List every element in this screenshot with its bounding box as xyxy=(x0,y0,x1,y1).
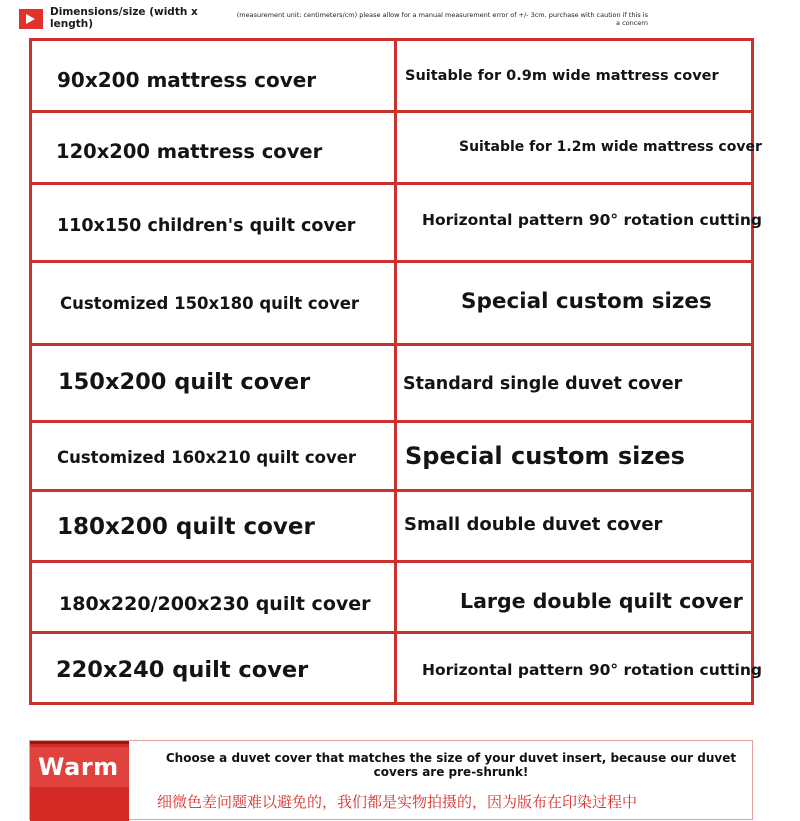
size-cell: 220x240 quilt cover xyxy=(56,657,309,683)
description-cell: Suitable for 0.9m wide mattress cover xyxy=(405,68,719,84)
row-divider xyxy=(32,631,751,634)
size-cell: Customized 160x210 quilt cover xyxy=(57,448,357,467)
warm-notice-text: Choose a duvet cover that matches the size of your duvet insert, because our duvet covers are pre-shrunk! xyxy=(165,751,737,779)
size-cell: 110x150 children's quilt cover xyxy=(57,216,356,236)
size-cell: 180x220/200x230 quilt cover xyxy=(59,593,371,615)
description-cell: Large double quilt cover xyxy=(460,589,743,613)
warm-notice-partial-text: 细微色差问题难以避免的，我们都是实物拍摄的，因为版布在印染过程中 xyxy=(157,793,638,811)
description-cell: Suitable for 1.2m wide mattress cover xyxy=(459,139,762,155)
size-cell: Customized 150x180 quilt cover xyxy=(60,294,360,313)
description-cell: Special custom sizes xyxy=(461,289,712,314)
warm-notice xyxy=(29,740,753,820)
size-table xyxy=(29,38,762,705)
size-cell: 150x200 quilt cover xyxy=(58,369,311,395)
row-divider xyxy=(32,420,751,423)
row-divider xyxy=(32,182,751,185)
section-title: Dimensions/size (width x length) xyxy=(50,6,198,30)
size-cell: 180x200 quilt cover xyxy=(57,514,315,540)
play-triangle xyxy=(26,14,35,24)
description-cell: Standard single duvet cover xyxy=(403,374,683,394)
warm-label: Warm xyxy=(38,753,119,781)
description-cell: Special custom sizes xyxy=(405,442,685,470)
row-divider xyxy=(32,260,751,263)
description-cell: Horizontal pattern 90° rotation cutting xyxy=(422,661,762,679)
warm-badge xyxy=(30,741,129,821)
row-divider xyxy=(32,343,751,346)
description-cell: Horizontal pattern 90° rotation cutting xyxy=(422,211,762,229)
play-icon xyxy=(19,9,43,29)
row-divider xyxy=(32,489,751,492)
description-cell: Small double duvet cover xyxy=(404,514,663,535)
column-divider xyxy=(394,41,397,702)
measurement-note: (measurement unit: centimeters/cm) please allow for a manual measurement error of +/- 3cm. purchase with caution if this is a concern xyxy=(236,11,648,27)
size-cell: 120x200 mattress cover xyxy=(56,140,323,163)
row-divider xyxy=(32,110,751,113)
size-cell: 90x200 mattress cover xyxy=(57,68,317,92)
row-divider xyxy=(32,560,751,563)
